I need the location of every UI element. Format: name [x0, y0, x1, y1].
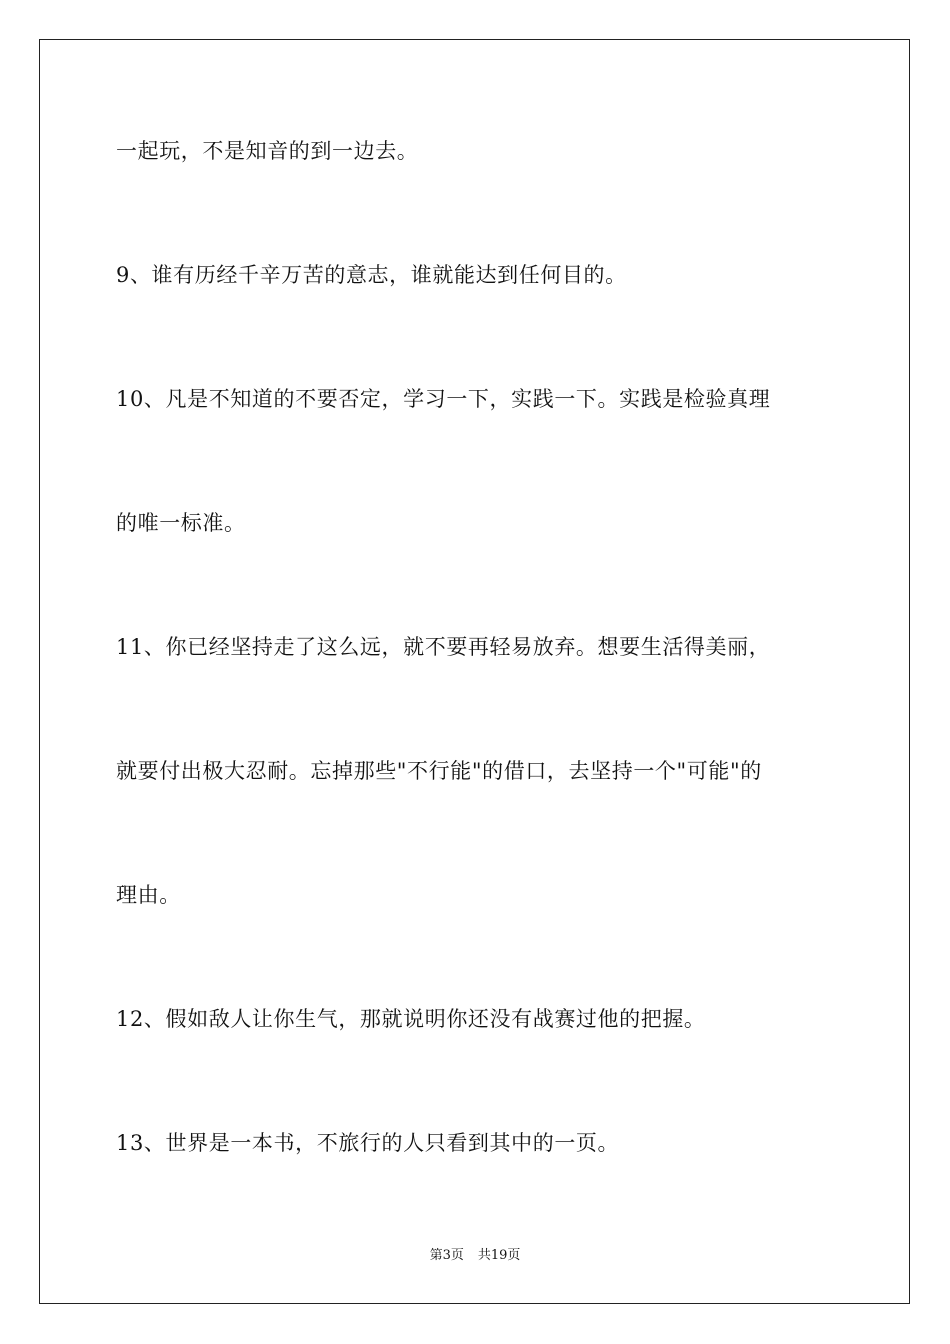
text-line: 10、凡是不知道的不要否定，学习一下，实践一下。实践是检验真理 [116, 387, 771, 411]
text-line: 的唯一标准。 [116, 511, 246, 535]
page-number: 第3页 [429, 1248, 464, 1263]
text-line: 一起玩，不是知音的到一边去。 [116, 139, 419, 163]
text-line: 9、谁有历经千辛万苦的意志，谁就能达到任何目的。 [116, 263, 627, 287]
text-line: 就要付出极大忍耐。忘掉那些"不行能"的借口，去坚持一个"可能"的 [116, 759, 762, 783]
text-line: 11、你已经坚持走了这么远，就不要再轻易放弃。想要生活得美丽， [116, 635, 771, 659]
text-line: 12、假如敌人让你生气，那就说明你还没有战赛过他的把握。 [116, 1007, 706, 1031]
text-line: 13、世界是一本书，不旅行的人只看到其中的一页。 [116, 1131, 620, 1155]
text-line: 理由。 [116, 883, 181, 907]
page-total: 共19页 [477, 1248, 521, 1263]
page-frame [39, 39, 910, 1304]
page-footer [0, 1247, 950, 1265]
